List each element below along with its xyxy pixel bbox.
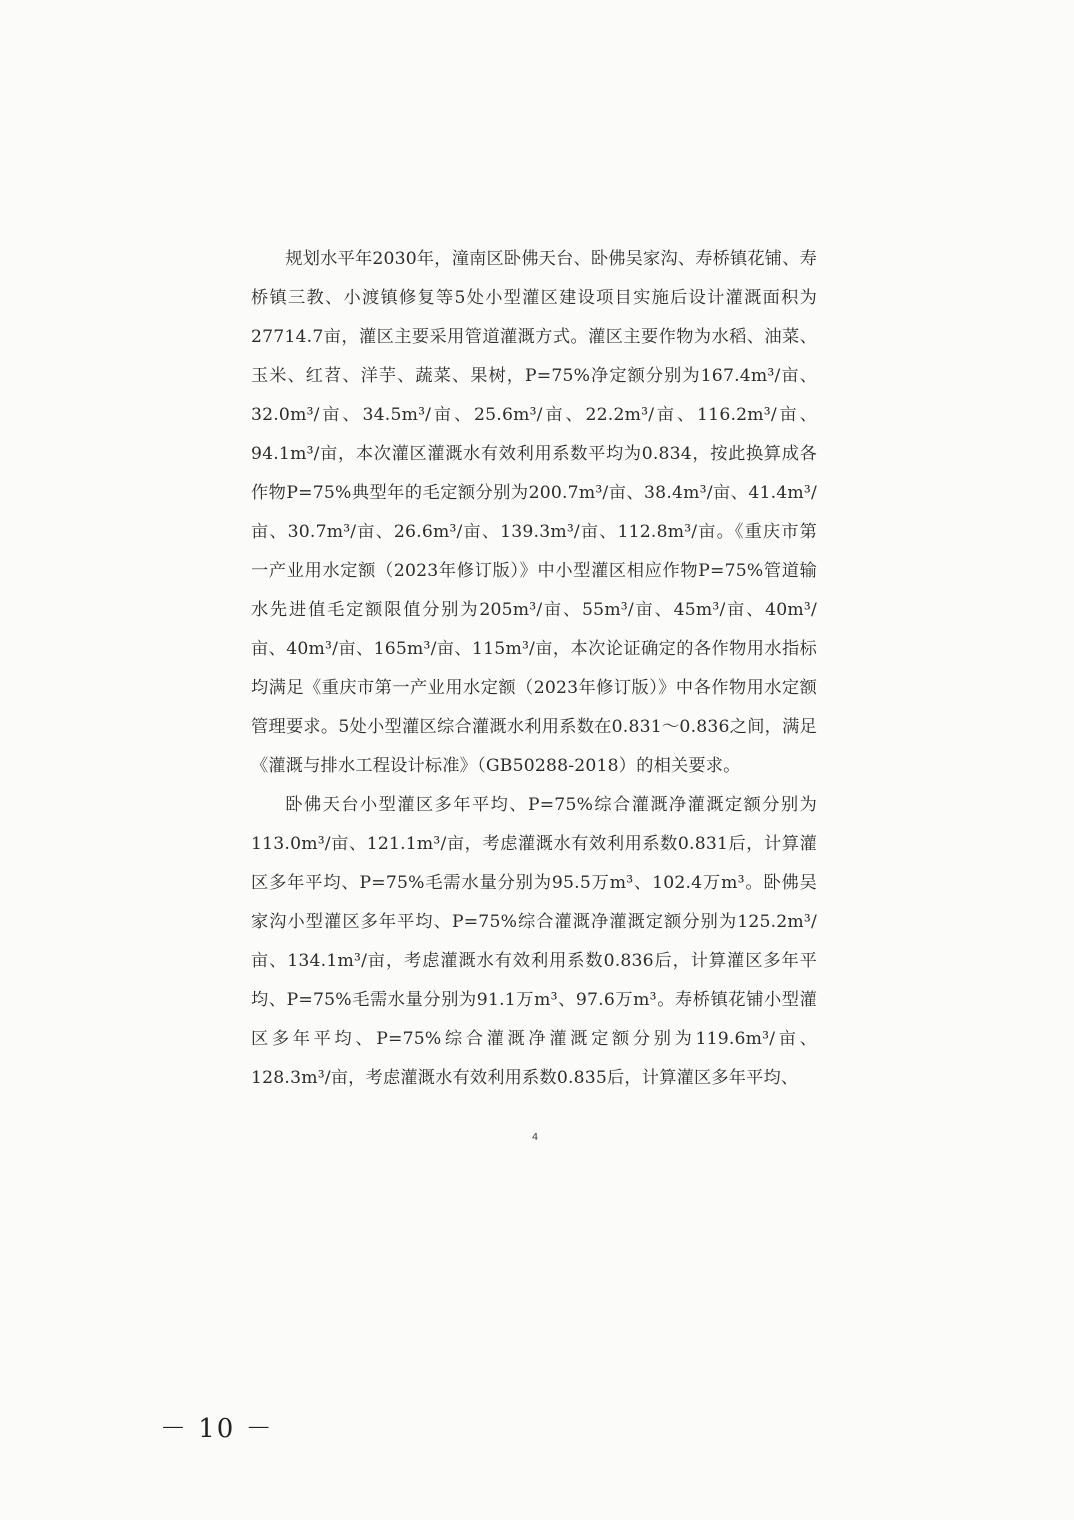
page-footer-number: － 10 － [160,1414,274,1444]
paragraph-irrigation-planning: 规划水平年2030年，潼南区卧佛天台、卧佛吴家沟、寿桥镇花铺、寿桥镇三教、小渡镇修复等5处小型灌区建设项目实施后设计灌溉面积为27714.7亩，灌区主要采用管道灌溉方式。灌区主要作物为水稻、油菜、玉米、红苕、洋芋、蔬菜、果树，P=75%净定额分别为167.4m³/亩、32.0m³/亩、34.5m³/亩、25.6m³/亩、22.2m³/亩、116.2m³/亩、94.1m³/亩，本次灌区灌溉水有效利用系数平均为0.834，按此换算成各作物P=75%典型年的毛定额分别为200.7m³/亩、38.4m³/亩、41.4m³/亩、30.7m³/亩、26.6m³/亩、139.3m³/亩、112.8m³/亩。《重庆市第一产业用水定额（2023年修订版）》中小型灌区相应作物P=75%管道输水先进值毛定额限值分别为205m³/亩、55m³/亩、45m³/亩、40m³/亩、40m³/亩、165m³/亩、115m³/亩，本次论证确定的各作物用水指标均满足《重庆市第一产业用水定额（2023年修订版）》中各作物用水定额管理要求。5处小型灌区综合灌溉水利用系数在0.831～0.836之间，满足《灌溉与排水工程设计标准》（GB50288-2018）的相关要求。 [251,249,817,776]
inner-page-number: 4 [531,1132,539,1143]
document-body [251,240,817,1098]
paragraph-water-demand: 卧佛天台小型灌区多年平均、P=75%综合灌溉净灌溉定额分别为113.0m³/亩、121.1m³/亩，考虑灌溉水有效利用系数0.831后，计算灌区多年平均、P=75%毛需水量分别为95.5万m³、102.4万m³。卧佛吴家沟小型灌区多年平均、P=75%综合灌溉净灌溉定额分别为125.2m³/亩、134.1m³/亩，考虑灌溉水有效利用系数0.836后，计算灌区多年平均、P=75%毛需水量分别为91.1万m³、97.6万m³。寿桥镇花铺小型灌区多年平均、P=75%综合灌溉净灌溉定额分别为119.6m³/亩、128.3m³/亩，考虑灌溉水有效利用系数0.835后，计算灌区多年平均、 [251,795,817,1088]
